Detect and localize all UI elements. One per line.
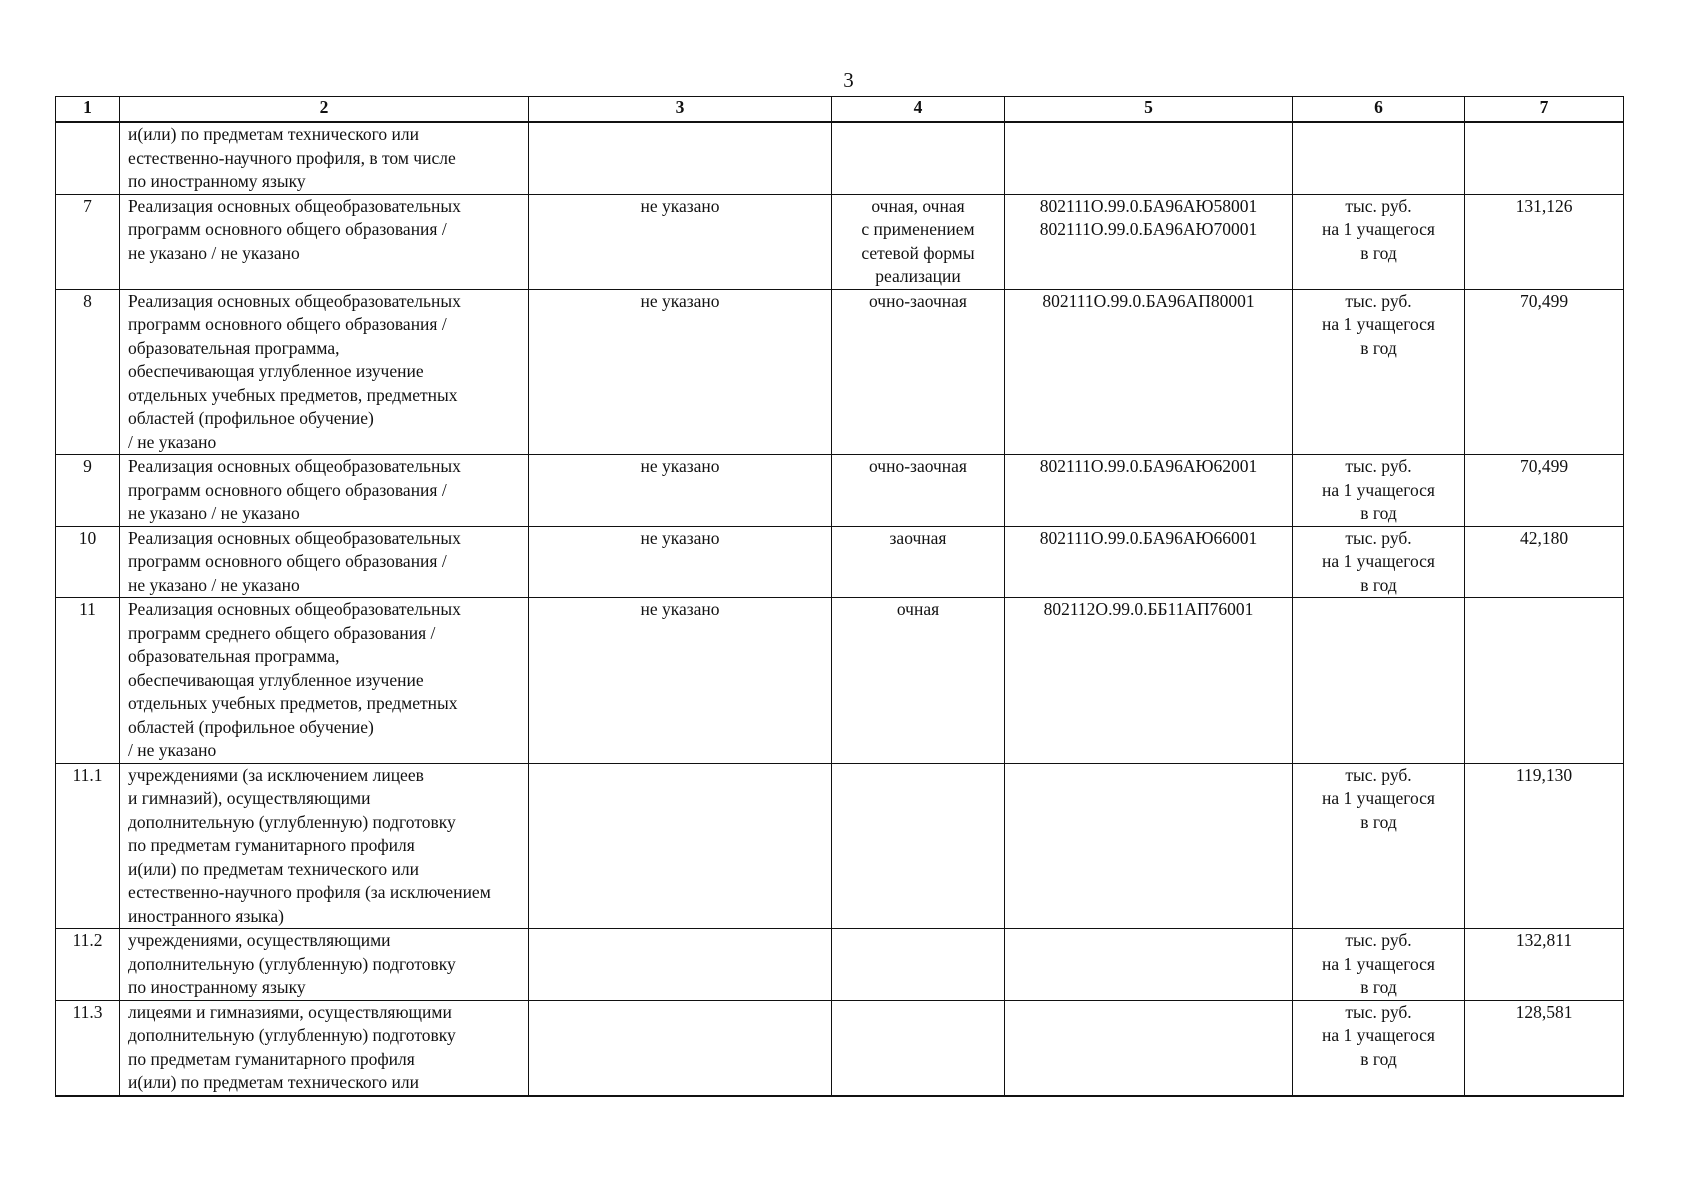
form-of-education-line: реализации — [875, 266, 961, 286]
service-description-line: обеспечивающая углубленное изучение — [128, 361, 424, 381]
service-description-line: лицеями и гимназиями, осуществляющими — [128, 1001, 452, 1022]
norm-value: 70,499 — [1465, 455, 1624, 527]
service-description-line: дополнительную (углубленную) подготовку — [128, 811, 456, 832]
service-description-cell — [120, 289, 529, 455]
column-header: 3 — [529, 97, 832, 123]
service-description-cell — [120, 194, 529, 289]
registry-code: 802111О.99.0.БА96АЮ66001 — [1039, 527, 1258, 548]
form-of-education-cell — [832, 122, 1005, 194]
norm-value: 42,180 — [1465, 526, 1624, 598]
unit-line: тыс. руб. — [1345, 456, 1412, 476]
registry-code: 802111О.99.0.БА96АЮ70001 — [1039, 219, 1258, 239]
row-number: 11 — [56, 598, 120, 764]
service-description-line: программ основного общего образования / — [128, 219, 447, 239]
unit-cell — [1293, 1000, 1465, 1096]
unit-cell — [1293, 598, 1465, 764]
form-of-education-line: очная — [896, 599, 940, 619]
registry-code-cell — [1005, 194, 1293, 289]
column-header: 1 — [56, 97, 120, 123]
service-description-line: образовательная программа, — [128, 337, 340, 358]
form-of-education-cell — [832, 526, 1005, 598]
unit-line: на 1 учащегося — [1322, 479, 1435, 500]
table-row — [56, 455, 1624, 527]
service-description-line: отдельных учебных предметов, предметных — [128, 693, 458, 713]
service-description-line: образовательная программа, — [128, 646, 340, 666]
form-of-education-cell — [832, 194, 1005, 289]
unit-line: на 1 учащегося — [1322, 551, 1435, 571]
service-description-line: дополнительную (углубленную) подготовку — [128, 953, 456, 974]
header-row — [56, 97, 1624, 123]
registry-code-cell — [1005, 289, 1293, 455]
form-of-education-cell — [832, 763, 1005, 929]
service-description-line: Реализация основных общеобразовательных — [128, 456, 461, 476]
content-cell: не указано — [529, 289, 832, 455]
service-description-line: / не указано — [128, 431, 217, 452]
form-of-education-line: очная, очная — [871, 195, 965, 216]
content-cell — [529, 929, 832, 1001]
service-description-line: / не указано — [128, 740, 217, 760]
service-description-line: и гимназий), осуществляющими — [128, 788, 371, 808]
unit-line: тыс. руб. — [1345, 195, 1412, 216]
unit-line: в год — [1360, 811, 1397, 832]
table-row — [56, 194, 1624, 289]
service-description-line: по иностранному языку — [128, 977, 306, 997]
service-description-line: не указано / не указано — [128, 574, 300, 595]
norm-value — [1465, 122, 1624, 194]
registry-code: 802111О.99.0.БА96АЮ62001 — [1039, 456, 1258, 476]
registry-code-cell — [1005, 1000, 1293, 1096]
unit-line: тыс. руб. — [1345, 764, 1412, 785]
form-of-education-cell — [832, 455, 1005, 527]
form-of-education-cell — [832, 289, 1005, 455]
service-description-line: по иностранному языку — [128, 171, 306, 191]
unit-cell — [1293, 763, 1465, 929]
unit-line: тыс. руб. — [1345, 527, 1412, 548]
row-number: 11.1 — [56, 763, 120, 929]
service-description-line: программ среднего общего образования / — [128, 622, 436, 643]
unit-line: на 1 учащегося — [1322, 953, 1435, 974]
service-description-cell — [120, 763, 529, 929]
content-cell: не указано — [529, 526, 832, 598]
service-description-cell — [120, 1000, 529, 1096]
service-description-line: областей (профильное обучение) — [128, 408, 374, 428]
service-description-line: Реализация основных общеобразовательных — [128, 599, 461, 619]
unit-line: тыс. руб. — [1345, 290, 1412, 311]
form-of-education-line: очно-заочная — [868, 290, 967, 311]
column-header: 6 — [1293, 97, 1465, 123]
page-number: 3 — [843, 68, 854, 92]
service-description-line: учреждениями (за исключением лицеев — [128, 764, 424, 785]
unit-line: тыс. руб. — [1345, 1001, 1412, 1022]
service-description-line: программ основного общего образования / — [128, 479, 447, 500]
service-description-line: по предметам гуманитарного профиля — [128, 835, 415, 855]
row-number: 11.2 — [56, 929, 120, 1001]
unit-line: на 1 учащегося — [1322, 1025, 1435, 1045]
unit-line: тыс. руб. — [1345, 930, 1412, 950]
norm-value: 119,130 — [1465, 763, 1624, 929]
unit-line: в год — [1360, 503, 1397, 523]
table-row — [56, 929, 1624, 1001]
column-header: 5 — [1005, 97, 1293, 123]
table-row — [56, 526, 1624, 598]
form-of-education-line: сетевой формы — [861, 242, 975, 263]
unit-line: на 1 учащегося — [1322, 788, 1435, 808]
norm-value: 132,811 — [1465, 929, 1624, 1001]
unit-line: в год — [1360, 337, 1397, 358]
unit-line: в год — [1360, 977, 1397, 997]
service-description-line: естественно-научного профиля (за исключением — [128, 882, 491, 902]
content-cell: не указано — [529, 194, 832, 289]
content-cell: не указано — [529, 455, 832, 527]
service-description-line: и(или) по предметам технического или — [128, 1072, 419, 1092]
content-cell — [529, 122, 832, 194]
form-of-education-cell — [832, 1000, 1005, 1096]
registry-code-cell — [1005, 455, 1293, 527]
unit-line: на 1 учащегося — [1322, 314, 1435, 334]
service-description-line: и(или) по предметам технического или — [128, 124, 419, 144]
service-description-line: программ основного общего образования / — [128, 314, 447, 334]
registry-code-cell — [1005, 122, 1293, 194]
row-number: 9 — [56, 455, 120, 527]
service-description-line: Реализация основных общеобразовательных — [128, 195, 461, 216]
service-description-line: иностранного языка) — [128, 905, 284, 926]
service-description-cell — [120, 455, 529, 527]
service-description-line: не указано / не указано — [128, 242, 300, 263]
service-description-line: Реализация основных общеобразовательных — [128, 290, 461, 311]
content-cell — [529, 763, 832, 929]
norm-value: 70,499 — [1465, 289, 1624, 455]
registry-code-cell — [1005, 929, 1293, 1001]
table-row — [56, 122, 1624, 194]
row-number: 10 — [56, 526, 120, 598]
content-cell — [529, 1000, 832, 1096]
unit-cell — [1293, 929, 1465, 1001]
norm-value — [1465, 598, 1624, 764]
service-description-line: по предметам гуманитарного профиля — [128, 1048, 415, 1069]
norm-value: 131,126 — [1465, 194, 1624, 289]
registry-code: 802111О.99.0.БА96АЮ58001 — [1039, 195, 1258, 216]
unit-cell — [1293, 194, 1465, 289]
service-description-line: отдельных учебных предметов, предметных — [128, 384, 458, 405]
column-header: 7 — [1465, 97, 1624, 123]
registry-code-cell — [1005, 763, 1293, 929]
table-row — [56, 289, 1624, 455]
unit-line: в год — [1360, 1048, 1397, 1069]
unit-cell — [1293, 122, 1465, 194]
unit-cell — [1293, 289, 1465, 455]
unit-line: на 1 учащегося — [1322, 219, 1435, 239]
service-description-line: учреждениями, осуществляющими — [128, 930, 391, 950]
service-description-line: естественно-научного профиля, в том числе — [128, 147, 456, 168]
unit-line: в год — [1360, 242, 1397, 263]
row-number — [56, 122, 120, 194]
form-of-education-cell — [832, 598, 1005, 764]
service-description-cell — [120, 122, 529, 194]
unit-cell — [1293, 526, 1465, 598]
service-description-line: областей (профильное обучение) — [128, 716, 374, 737]
row-number: 8 — [56, 289, 120, 455]
unit-line: в год — [1360, 574, 1397, 595]
table-row — [56, 763, 1624, 929]
table-row — [56, 598, 1624, 764]
row-number: 11.3 — [56, 1000, 120, 1096]
service-description-line: дополнительную (углубленную) подготовку — [128, 1025, 456, 1045]
unit-cell — [1293, 455, 1465, 527]
registry-code-cell — [1005, 526, 1293, 598]
service-description-cell — [120, 526, 529, 598]
row-number: 7 — [56, 194, 120, 289]
service-description-cell — [120, 929, 529, 1001]
service-description-line: не указано / не указано — [128, 503, 300, 523]
service-description-line: Реализация основных общеобразовательных — [128, 527, 461, 548]
form-of-education-line: заочная — [889, 527, 947, 548]
content-cell: не указано — [529, 598, 832, 764]
form-of-education-line: с применением — [861, 219, 975, 239]
standards-table — [55, 96, 1624, 1097]
service-description-cell — [120, 598, 529, 764]
form-of-education-line: очно-заочная — [868, 456, 967, 476]
registry-code: 802111О.99.0.БА96АП80001 — [1042, 290, 1255, 311]
registry-code-cell — [1005, 598, 1293, 764]
service-description-line: обеспечивающая углубленное изучение — [128, 669, 424, 690]
column-header: 2 — [120, 97, 529, 123]
service-description-line: программ основного общего образования / — [128, 551, 447, 571]
registry-code: 802112О.99.0.ББ11АП76001 — [1043, 599, 1254, 619]
column-header: 4 — [832, 97, 1005, 123]
norm-value: 128,581 — [1465, 1000, 1624, 1096]
service-description-line: и(или) по предметам технического или — [128, 858, 419, 879]
table-row — [56, 1000, 1624, 1096]
form-of-education-cell — [832, 929, 1005, 1001]
